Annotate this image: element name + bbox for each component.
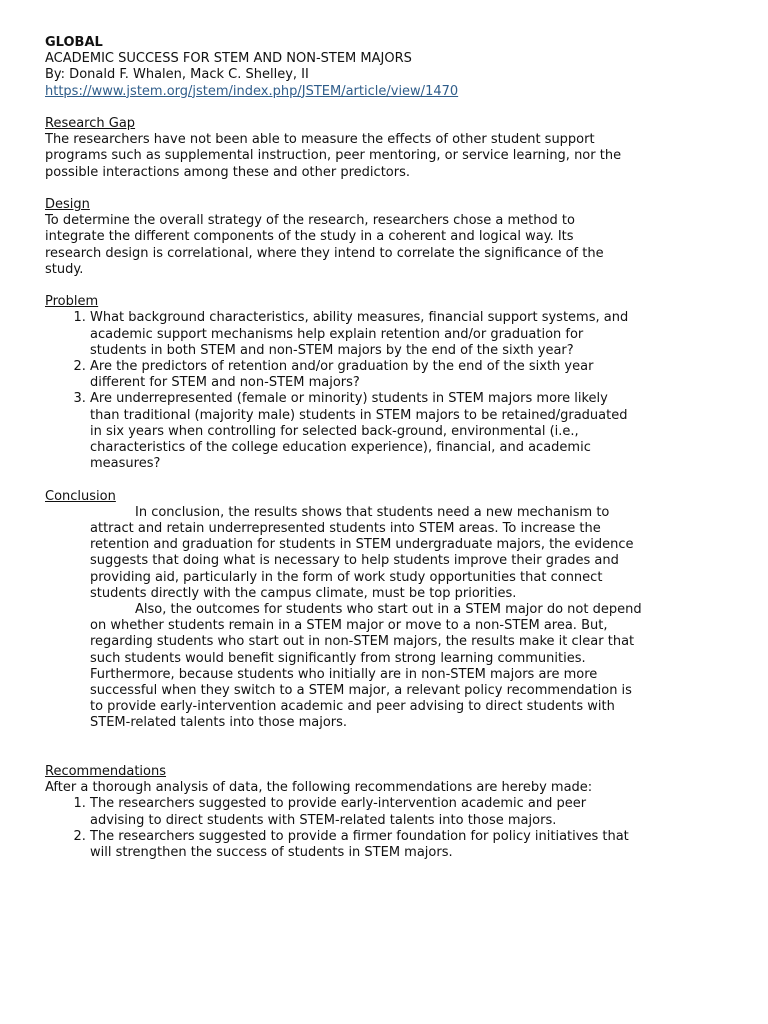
article-authors: By: Donald F. Whalen, Mack C. Shelley, II bbox=[45, 67, 309, 83]
design-heading: Design bbox=[45, 197, 90, 212]
conclusion-heading: Conclusion bbox=[45, 488, 116, 504]
research-gap-text: The researchers have not been able to measure the effects of other student support programs such as supplemental instruction, peer mentoring, or service learning, nor the possible interactions among these and other predictors. bbox=[45, 132, 622, 180]
recommendation-item: 1. The researchers suggested to provide early-intervention academic and peer advising to direct students with STEM-related talents into those majors. bbox=[90, 796, 735, 828]
conclusion-paragraph-1: In conclusion, the results shows that students need a new mechanism to attract and retain underrepresented students into STEM areas. To increase the retention and graduation for students in STEM undergraduate majors, the evidence suggests that doing what is necessary to help students improve their grades and providing aid, particularly in the form of work study opportunities that connect students directly with the campus climate, must be top priorities. bbox=[90, 504, 634, 601]
recommendations-heading: Recommendations bbox=[45, 764, 167, 780]
recommendations-intro: After a thorough analysis of data, the following recommendations are hereby made: bbox=[45, 780, 593, 796]
problem-heading: Problem bbox=[45, 294, 99, 310]
article-title: ACADEMIC SUCCESS FOR STEM AND NON-STEM MAJORS bbox=[45, 51, 412, 67]
research-gap-heading: Research Gap bbox=[45, 116, 136, 131]
problem-item: 3. Are underrepresented (female or minority) students in STEM majors more likely than traditional (majority male) students in STEM majors to be retained/graduated in six years when controlling for selected back-ground, environmental (i.e., characteristics of the college education experience), financial, and academic measures? bbox=[90, 391, 735, 472]
design-text: To determine the overall strategy of the research, researchers chose a method to integrate the different components of the study in a coherent and logical way. Its research design is correlational, where they intend to correlate the significance of the study. bbox=[45, 213, 604, 277]
document-body bbox=[45, 35, 735, 861]
conclusion-paragraph-2: Also, the outcomes for students who start out in a STEM major do not depend on whether students remain in a STEM major or move to a non-STEM area. But, regarding students who start out in non-STEM majors, the results make it clear that such students would benefit significantly from strong learning communities. Furthermore, because students who initially are in non-STEM majors are more successful when they switch to a STEM major, a relevant policy recommendation is to provide early-intervention academic and peer advising to direct students with STEM-related talents into those majors. bbox=[90, 602, 642, 731]
recommendation-item: 2. The researchers suggested to provide a firmer foundation for policy initiatives that will strengthen the success of students in STEM majors. bbox=[90, 829, 735, 861]
problem-list bbox=[45, 310, 735, 472]
article-link[interactable]: https://www.jstem.org/jstem/index.php/JSTEM/article/view/1470 bbox=[45, 83, 459, 99]
recommendations-list bbox=[45, 796, 735, 861]
problem-item: 2. Are the predictors of retention and/or graduation by the end of the sixth year different for STEM and non-STEM majors? bbox=[90, 359, 735, 391]
problem-item: 1. What background characteristics, ability measures, financial support systems, and academic support mechanisms help explain retention and/or graduation for students in both STEM and non-STEM majors by the end of the sixth year? bbox=[90, 310, 735, 359]
document-label: GLOBAL bbox=[45, 35, 103, 50]
